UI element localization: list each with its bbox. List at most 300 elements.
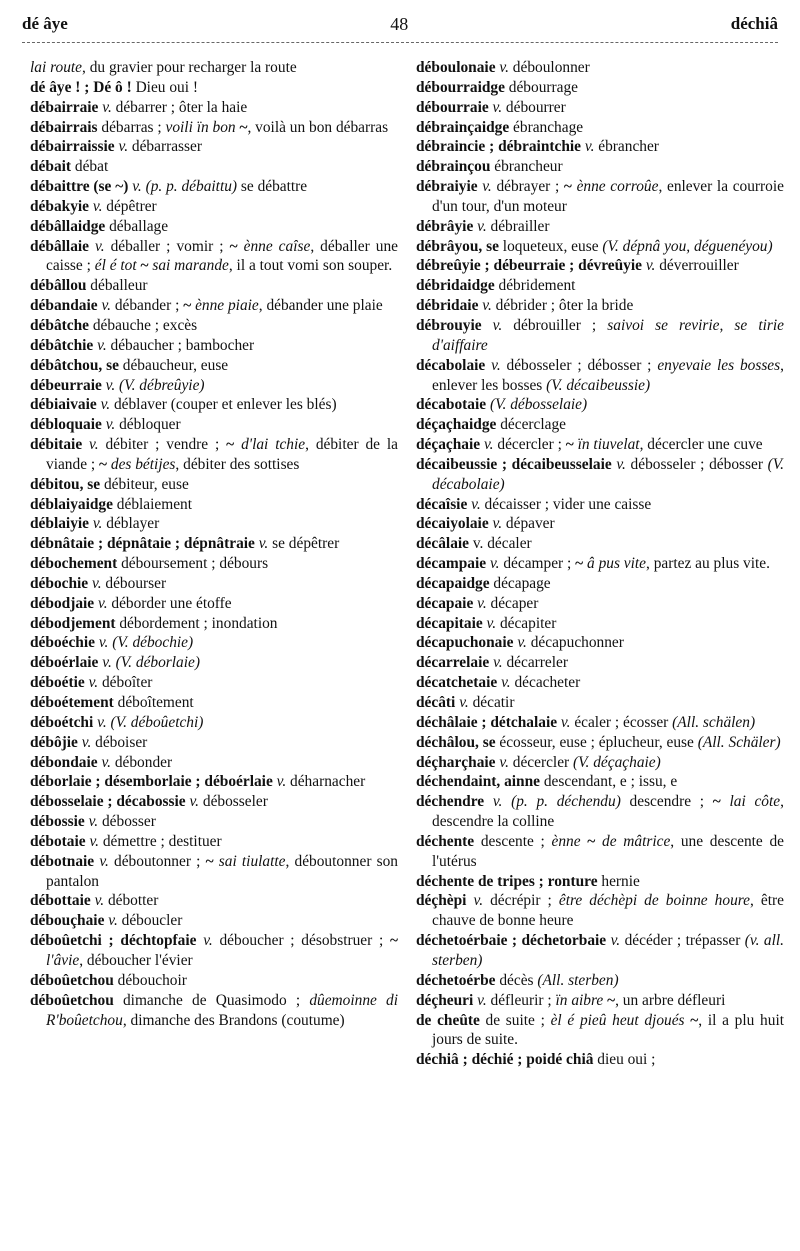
page-header: [22, 6, 778, 42]
entry-text: déboîter: [98, 674, 153, 692]
headword-text: dé âye ! ; Dé ô !: [30, 78, 132, 96]
dictionary-entry: [30, 614, 398, 634]
entry-text: défleurir ;: [486, 991, 556, 1009]
headword-text: débondaie: [30, 753, 98, 771]
entry-text: décamper ;: [499, 555, 576, 573]
headword-text: débâtchou, se: [30, 356, 119, 374]
italic-text: v.: [616, 455, 626, 473]
dictionary-entry: [416, 554, 784, 574]
headword-text: débodjaie: [30, 594, 95, 612]
headword-text: débait: [30, 158, 72, 176]
italic-text: ènne caîse: [243, 237, 311, 255]
italic-text: enyevaie les bosses: [657, 356, 781, 374]
headword-text: ~: [580, 832, 603, 850]
headword-text: débitaie: [30, 436, 83, 454]
entry-text: décéder ; trépasser: [620, 932, 745, 950]
dictionary-entry: [30, 177, 398, 197]
headword-text: décapaie: [416, 594, 474, 612]
dictionary-entry: [416, 792, 784, 832]
headword-text: débâllaidge: [30, 217, 106, 235]
headword-text: débossie: [30, 813, 85, 831]
dictionary-entry: [30, 296, 398, 316]
dictionary-entry: [416, 594, 784, 614]
entry-text: déboîtement: [113, 694, 194, 711]
dictionary-entry: [30, 395, 398, 415]
headword-text: déçheuri: [416, 991, 474, 1009]
dictionary-entry: [416, 316, 784, 356]
dictionary-entry: [30, 891, 398, 911]
entry-text: , débiter des sottises: [175, 455, 300, 473]
dictionary-entry: [416, 693, 784, 713]
dictionary-entry: [416, 98, 784, 118]
entry-text: déballage: [105, 217, 169, 235]
dictionary-entry: [416, 872, 784, 892]
headword-text: déblaiyaidge: [30, 495, 113, 513]
italic-text: v.: [610, 932, 621, 950]
entry-text: , enlever les bosses: [432, 356, 784, 394]
dictionary-entry: [416, 614, 784, 634]
headword-text: ~: [389, 932, 398, 950]
dictionary-entry: [30, 852, 398, 892]
left-running-headword: dé âye: [22, 14, 68, 33]
headword-text: débourraie: [416, 98, 489, 116]
dictionary-entry: [416, 395, 784, 415]
dictionary-entry: [416, 633, 784, 653]
entry-text: déballeur: [86, 277, 148, 295]
dictionary-entry: [30, 217, 398, 237]
headword-text: débottaie: [30, 892, 91, 910]
left-column: [30, 58, 398, 1030]
italic-text: v.: [88, 813, 99, 831]
entry-text: décapuchonner: [526, 634, 624, 652]
dictionary-entry: [416, 713, 784, 733]
dictionary-entry: [30, 534, 398, 554]
italic-text: de mâtrice: [602, 832, 671, 850]
entry-text: débourrer: [502, 98, 566, 116]
italic-text: v.: [492, 515, 503, 533]
italic-text: v.: [89, 832, 99, 850]
dictionary-entry: [416, 574, 784, 594]
dictionary-entry: [30, 971, 398, 991]
entry-text: , enlever la courroie d'un tour, d'un moteur: [432, 178, 784, 215]
entry-text: , une descente de l'utérus: [432, 832, 785, 870]
headword-text: déboétement: [30, 694, 114, 711]
headword-text: décapuchonaie: [416, 634, 514, 652]
entry-text: déboucher ; désobstruer ;: [212, 932, 390, 950]
italic-text: v.: [88, 674, 99, 692]
entry-text: [82, 436, 89, 453]
entry-text: , voilà un bon débarras: [247, 118, 389, 136]
entry-text: hernie: [597, 872, 640, 890]
headword-text: décapaidge: [416, 574, 490, 592]
dictionary-entry: [30, 415, 398, 435]
entry-text: débourser: [101, 574, 167, 592]
dictionary-entry: [30, 931, 398, 971]
italic-text: lai route: [30, 59, 83, 76]
dictionary-entry: [416, 495, 784, 515]
entry-text: débiteur, euse: [100, 475, 189, 493]
headword-text: déboérlaie: [30, 654, 99, 672]
headword-text: déboétchi: [30, 713, 94, 731]
entry-text: ébrancheur: [490, 158, 563, 176]
dictionary-entry: [416, 772, 784, 792]
headword-text: débairrais: [30, 118, 98, 136]
headword-text: débotaie: [30, 832, 86, 850]
headword-text: décampaie: [416, 555, 487, 573]
entry-text: décercler ;: [493, 436, 566, 454]
italic-text: v.: [489, 555, 500, 573]
italic-text: saivoi se revirie, se tirie d'aiffaire: [432, 316, 784, 354]
headword-text: déblaiyie: [30, 515, 89, 533]
italic-text: v.: [499, 59, 509, 76]
headword-text: de cheûte: [416, 1011, 480, 1029]
entry-text: déblayer: [102, 515, 160, 533]
italic-text: sai tiulatte: [218, 852, 286, 870]
right-column: [416, 58, 784, 1070]
dictionary-entry: [30, 514, 398, 534]
dictionary-entry: [30, 693, 398, 713]
entry-text: [721, 793, 730, 810]
italic-text: lai côte: [729, 793, 781, 811]
italic-text: (All. sterben): [537, 971, 619, 989]
entry-text: débridement: [494, 277, 576, 295]
entry-text: , débander une plaie: [258, 297, 383, 315]
italic-text: voili ïn bon: [165, 118, 236, 136]
entry-text: décaper: [486, 594, 539, 612]
italic-text: v.: [501, 674, 511, 692]
headword-text: déchâlaie ; détchalaie: [416, 713, 558, 731]
italic-text: v.: [493, 654, 503, 672]
dictionary-entry: [30, 633, 398, 653]
page-number: 48: [390, 13, 409, 34]
headword-text: débochement: [30, 555, 118, 573]
dictionary-entry: [416, 217, 784, 237]
headword-text: déchendaint, ainne: [416, 773, 541, 791]
entry-text: loqueteux, euse: [498, 237, 603, 255]
headword-text: débeurraie: [30, 376, 102, 394]
dictionary-entry: [416, 356, 784, 396]
italic-text: v.: [89, 436, 99, 454]
italic-text: v.: [482, 178, 492, 196]
dictionary-entry: [30, 574, 398, 594]
entry-text: débonder: [110, 753, 173, 771]
dictionary-entry: [30, 336, 398, 356]
dictionary-entry: [30, 753, 398, 773]
dictionary-entry: [30, 78, 398, 98]
dictionary-entry: [416, 733, 784, 753]
dictionary-entry: [416, 237, 784, 257]
entry-text: débotter: [104, 892, 159, 910]
dictionary-entry: [416, 435, 784, 455]
entry-text: , déballer une caisse ;: [46, 237, 398, 275]
headword-text: décaîsie: [416, 495, 468, 513]
dictionary-entry: [416, 673, 784, 693]
headword-text: déçhèpi: [416, 892, 467, 910]
headword-text: débâllaie: [30, 237, 89, 255]
entry-text: débrailler: [486, 217, 550, 235]
italic-text: v.: [108, 912, 118, 930]
entry-text: , décercler une cuve: [639, 436, 763, 454]
entry-text: se dépêtrer: [268, 535, 340, 553]
entry-text: débrayer ;: [491, 178, 564, 196]
italic-text: (V. décabolaie): [432, 455, 784, 493]
dictionary-entry: [30, 475, 398, 495]
dictionary-entry: [416, 931, 784, 971]
italic-text: v.: [118, 138, 129, 156]
italic-text: él é tot: [94, 257, 137, 275]
italic-text: v.: [477, 594, 487, 612]
entry-continuation: [30, 58, 398, 78]
entry-text: , dimanche des Brandons (coutume): [122, 1011, 345, 1029]
entry-text: décaisser ; vider une caisse: [480, 495, 652, 513]
italic-text: v.: [491, 356, 501, 374]
dictionary-entry: [30, 376, 398, 396]
dictionary-entry: [30, 911, 398, 931]
italic-text: (V. décaibeussie): [546, 376, 651, 394]
headword-text: déchetoérbaie ; déchetorbaie: [416, 932, 607, 950]
headword-text: débiaivaie: [30, 396, 97, 414]
dictionary-entry: [30, 733, 398, 753]
headword-text: décatchetaie: [416, 674, 498, 692]
headword-text: déçaçhaidge: [416, 416, 497, 434]
italic-text: v.: [97, 336, 107, 354]
header-rule: [22, 42, 778, 43]
italic-text: ïn tiuvelat: [577, 436, 640, 454]
entry-text: démettre ; destituer: [98, 832, 222, 850]
italic-text: v.: [473, 892, 484, 910]
headword-text: débakyie: [30, 197, 90, 215]
italic-text: (All. schälen): [672, 713, 756, 731]
entry-text: débrouiller ;: [502, 316, 608, 334]
italic-text: v.: [517, 634, 527, 652]
italic-text: (V. débosselaie): [489, 396, 588, 414]
entry-text: déverrouiller: [655, 257, 739, 275]
italic-text: v.: [486, 614, 497, 632]
entry-text: [484, 793, 493, 810]
dictionary-entry: [416, 1011, 784, 1051]
headword-text: déboéchie: [30, 634, 95, 652]
dictionary-entry: [30, 812, 398, 832]
italic-text: v. (V. déboûetchi): [97, 713, 204, 731]
headword-text: décapitaie: [416, 614, 483, 632]
entry-text: décès: [495, 971, 538, 989]
entry-text: dieu oui ;: [593, 1051, 656, 1069]
entry-text: débloquer: [115, 416, 181, 434]
entry-text: , être chauve de bonne heure: [432, 892, 784, 930]
headword-text: débotnaie: [30, 852, 95, 870]
italic-text: v.: [459, 694, 469, 711]
entry-text: , déboutonner son pantalon: [46, 852, 398, 890]
dictionary-entry: [416, 256, 784, 276]
italic-text: v.: [99, 852, 109, 870]
italic-text: ïn aibre: [555, 991, 604, 1009]
headword-text: ~: [136, 257, 153, 275]
dictionary-entry: [416, 514, 784, 534]
headword-text: ~: [690, 1011, 699, 1029]
headword-text: débaittre (se ~): [30, 178, 129, 196]
dictionary-entry: [416, 534, 784, 554]
entry-text: décapage: [489, 574, 551, 592]
italic-text: v.: [645, 257, 656, 275]
dictionary-entry: [30, 991, 398, 1031]
headword-text: déchente: [416, 832, 475, 850]
dictionary-entry: [30, 197, 398, 217]
italic-text: v.: [189, 793, 200, 811]
italic-text: v.: [499, 753, 509, 771]
entry-text: écosseur, euse ; éplucheur, euse: [495, 733, 698, 751]
headword-text: déboulonaie: [416, 59, 496, 76]
entry-text: dépaver: [502, 515, 555, 533]
headword-text: débrâyie: [416, 217, 474, 235]
headword-text: ~: [235, 118, 248, 136]
italic-text: dûemoinne di R'boûetchou: [46, 991, 398, 1029]
headword-text: débandaie: [30, 297, 98, 315]
dictionary-entry: [416, 137, 784, 157]
italic-text: sai marande: [152, 257, 229, 275]
italic-text: v.: [584, 138, 595, 156]
dictionary-entry: [30, 772, 398, 792]
headword-text: ~: [563, 178, 572, 196]
italic-text: v.: [477, 991, 487, 1009]
headword-text: débridaie: [416, 297, 479, 315]
headword-text: déchâlou, se: [416, 733, 496, 751]
entry-text: débrider ; ôter la bride: [491, 297, 634, 315]
italic-text: v.: [276, 773, 287, 791]
entry-text: débarras ;: [97, 118, 166, 136]
italic-text: v.: [92, 515, 103, 533]
italic-text: (V. déçaçhaie): [573, 753, 661, 771]
headword-text: décaiyolaie: [416, 515, 489, 533]
italic-text: v.: [105, 416, 116, 434]
dictionary-entry: [30, 673, 398, 693]
italic-text: être déchèpi de boinne houre: [558, 892, 751, 910]
entry-text: débosseler ; débosser ;: [500, 356, 658, 374]
dictionary-entry: [30, 435, 398, 475]
dictionary-entry: [30, 98, 398, 118]
entry-text: déblaiement: [112, 495, 193, 513]
entry-text: de suite ;: [479, 1011, 551, 1029]
entry-text: débosseler ; débosser: [625, 455, 768, 473]
entry-text: , descendre la colline: [432, 793, 784, 831]
italic-text: v.: [94, 892, 105, 910]
entry-text: v. décaler: [469, 535, 532, 553]
entry-text: débauche ; excès: [89, 316, 198, 334]
entry-text: , il a plu huit jours de suite.: [432, 1011, 784, 1049]
entry-text: descente ;: [474, 832, 552, 850]
headword-text: ~: [183, 297, 192, 315]
dictionary-entry: [30, 276, 398, 296]
headword-text: débodjement: [30, 614, 116, 632]
dictionary-entry: [416, 415, 784, 435]
headword-text: déçharçhaie: [416, 753, 496, 771]
headword-text: débrainçou: [416, 158, 491, 176]
entry-text: déblaver (couper et enlever les blés): [110, 396, 337, 414]
entry-text: déboulonner: [508, 59, 590, 76]
headword-text: débraiyie: [416, 178, 478, 196]
entry-text: débosseler: [199, 793, 268, 811]
dictionary-entry: [416, 118, 784, 138]
entry-text: , débiter de la viande ;: [46, 436, 398, 473]
headword-text: ~: [205, 852, 214, 870]
italic-text: v.: [477, 217, 487, 235]
entry-text: débander ;: [110, 297, 184, 315]
entry-text: décacheter: [510, 674, 581, 692]
entry-text: [466, 892, 473, 909]
entry-text: débat: [71, 158, 109, 176]
dictionary-entry: [30, 653, 398, 673]
italic-text: v.: [471, 495, 481, 513]
headword-text: débourraidge: [416, 78, 505, 96]
headword-text: débochie: [30, 574, 89, 592]
right-running-headword: déchiâ: [730, 14, 778, 33]
headword-text: décaibeussie ; décaibeusselaie: [416, 455, 612, 473]
dictionary-entry: [416, 653, 784, 673]
dictionary-entry: [416, 78, 784, 98]
entry-text: débosser: [98, 813, 156, 831]
italic-text: des bétijes: [110, 455, 176, 473]
dictionary-entry: [416, 971, 784, 991]
italic-text: v.: [92, 574, 102, 592]
entry-text: , déboucher l'évier: [79, 951, 193, 969]
dictionary-entry: [30, 832, 398, 852]
italic-text: v.: [95, 237, 105, 255]
italic-text: ènne piaie: [195, 297, 259, 315]
italic-text: v.: [560, 713, 571, 731]
headword-text: ~: [226, 436, 235, 454]
entry-text: , un arbre défleuri: [615, 991, 726, 1009]
entry-text: décrépir ;: [483, 892, 559, 910]
entry-text: débiter ; vendre ;: [98, 436, 227, 454]
entry-text: déballer ; vomir ;: [104, 237, 230, 255]
dictionary-entry: [416, 455, 784, 495]
headword-text: déboûetchi ; déchtopfaie: [30, 932, 197, 950]
headword-text: débouçhaie: [30, 912, 105, 930]
italic-text: v.: [492, 98, 503, 116]
italic-text: v.: [101, 753, 111, 771]
headword-text: ~: [712, 793, 721, 811]
entry-text: se débattre: [237, 178, 308, 196]
headword-text: ~: [575, 555, 584, 573]
entry-text: débaucher ; bambocher: [106, 336, 255, 354]
dictionary-entry: [416, 832, 784, 872]
dictionary-entry: [416, 891, 784, 931]
headword-text: débnâtaie ; dépnâtaie ; dépnâtraie: [30, 535, 255, 553]
entry-text: décercler: [508, 753, 573, 771]
entry-text: déharnacher: [286, 773, 366, 791]
headword-text: décâti: [416, 694, 456, 711]
entry-text: , il a tout vomi son souper.: [228, 257, 393, 275]
entry-text: décerclage: [496, 416, 567, 434]
italic-text: v. (V. débreûyie): [105, 376, 205, 394]
dictionary-entry: [30, 137, 398, 157]
italic-text: v.: [100, 396, 111, 414]
italic-text: v.: [483, 436, 494, 454]
headword-text: déçaçhaie: [416, 436, 481, 454]
italic-text: (All. Schäler): [697, 733, 781, 751]
dictionary-entry: [416, 1050, 784, 1070]
headword-text: débrouyie: [416, 316, 482, 334]
entry-text: dimanche de Quasimodo ;: [113, 991, 310, 1009]
headword-text: ~: [229, 237, 238, 255]
entry-text: débaucheur, euse: [118, 356, 229, 374]
entry-text: décapiter: [496, 614, 557, 632]
headword-text: décabolaie: [416, 356, 486, 374]
italic-text: v.: [81, 733, 92, 751]
italic-text: v. (V. débochie): [98, 634, 194, 652]
entry-text: déboiser: [91, 733, 148, 751]
headword-text: débreûyie ; débeurraie ; dévreûyie: [416, 257, 642, 275]
headword-text: déboûetchou: [30, 991, 114, 1009]
